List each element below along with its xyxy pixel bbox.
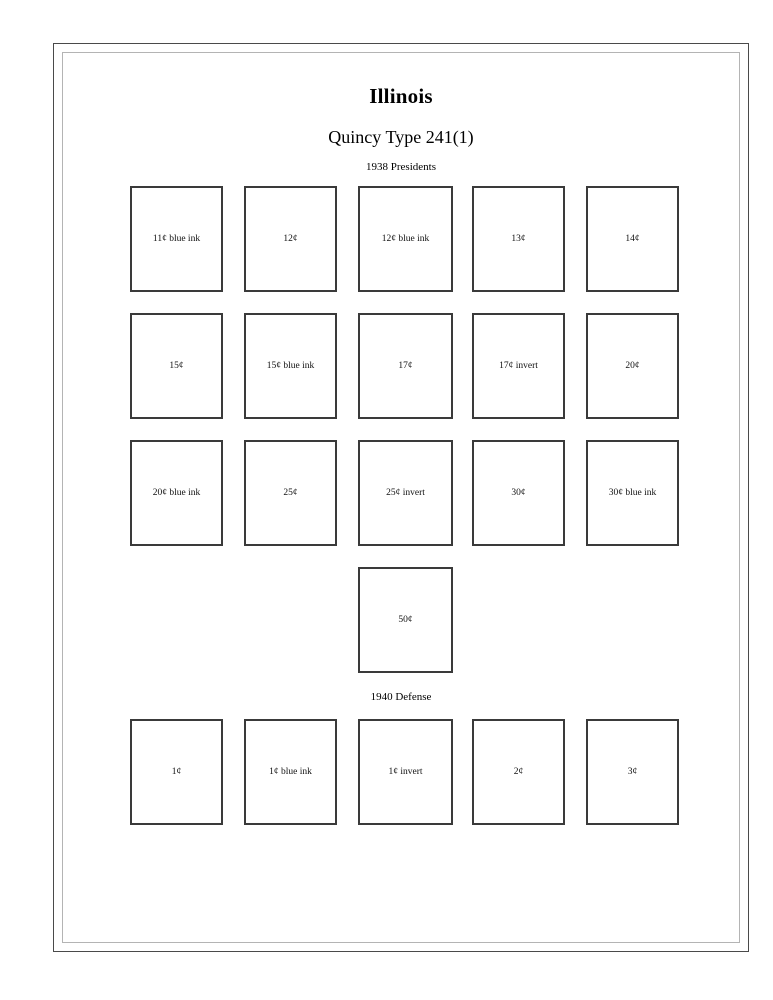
stamp-label: 13¢ xyxy=(511,233,526,244)
stamp-mount-30c[interactable] xyxy=(472,440,565,546)
stamp-mount-17c-invert[interactable] xyxy=(472,313,565,419)
stamp-mount-1c-invert[interactable] xyxy=(358,719,453,825)
stamp-mount-13c[interactable] xyxy=(472,186,565,292)
stamp-mount-30c-blue-ink[interactable] xyxy=(586,440,679,546)
stamp-label: 25¢ invert xyxy=(386,487,425,498)
stamp-label: 20¢ blue ink xyxy=(152,487,201,498)
stamp-mount-12c-blue-ink[interactable] xyxy=(358,186,453,292)
stamp-mount-20c[interactable] xyxy=(586,313,679,419)
stamp-label: 30¢ blue ink xyxy=(608,487,657,498)
stamp-mount-25c[interactable] xyxy=(244,440,337,546)
section-heading-1940-defense: 1940 Defense xyxy=(370,691,432,703)
stamp-label: 3¢ xyxy=(627,766,638,777)
stamp-mount-1c[interactable] xyxy=(130,719,223,825)
page-title: Illinois xyxy=(369,84,433,108)
stamp-mount-15c[interactable] xyxy=(130,313,223,419)
stamp-mount-12c[interactable] xyxy=(244,186,337,292)
stamp-mount-14c[interactable] xyxy=(586,186,679,292)
stamp-label: 50¢ xyxy=(398,614,413,625)
stamp-label: 20¢ xyxy=(625,360,640,371)
stamp-mount-25c-invert[interactable] xyxy=(358,440,453,546)
stamp-label: 12¢ xyxy=(283,233,298,244)
stamp-mount-1c-blue-ink[interactable] xyxy=(244,719,337,825)
stamp-mount-50c[interactable] xyxy=(358,567,453,673)
stamp-mount-2c[interactable] xyxy=(472,719,565,825)
stamp-label: 11¢ blue ink xyxy=(152,233,201,244)
stamp-mount-3c[interactable] xyxy=(586,719,679,825)
stamp-label: 30¢ xyxy=(511,487,526,498)
stamp-row xyxy=(0,186,773,296)
stamp-row xyxy=(0,440,773,550)
stamp-row xyxy=(0,567,773,677)
stamp-label: 17¢ xyxy=(398,360,413,371)
page-subtitle: Quincy Type 241(1) xyxy=(328,127,474,147)
stamp-mount-15c-blue-ink[interactable] xyxy=(244,313,337,419)
stamp-label: 1¢ invert xyxy=(388,766,423,777)
section-heading-1938-presidents: 1938 Presidents xyxy=(366,161,436,173)
stamp-mount-20c-blue-ink[interactable] xyxy=(130,440,223,546)
stamp-label: 2¢ xyxy=(513,766,524,777)
stamp-row xyxy=(0,313,773,423)
stamp-mount-11c-blue-ink[interactable] xyxy=(130,186,223,292)
stamp-label: 12¢ blue ink xyxy=(381,233,430,244)
stamp-label: 15¢ xyxy=(169,360,184,371)
stamp-mount-17c[interactable] xyxy=(358,313,453,419)
stamp-label: 1¢ blue ink xyxy=(269,766,312,777)
stamp-label: 25¢ xyxy=(283,487,298,498)
stamp-row xyxy=(0,719,773,829)
stamp-label: 1¢ xyxy=(171,766,182,777)
stamp-label: 17¢ invert xyxy=(499,360,538,371)
stamp-label: 15¢ blue ink xyxy=(266,360,315,371)
stamp-label: 14¢ xyxy=(625,233,640,244)
